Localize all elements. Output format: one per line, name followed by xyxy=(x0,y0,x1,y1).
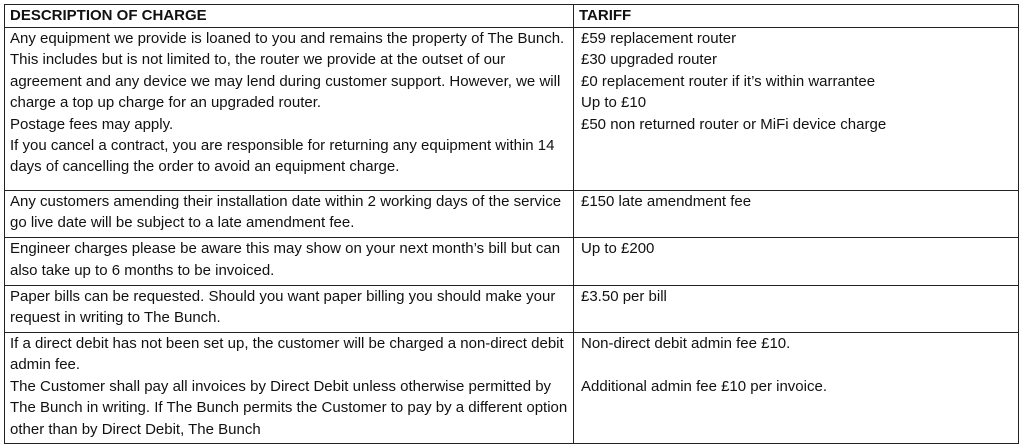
tariff-cell: Non-direct debit admin fee £10. Additional admin fee £10 per invoice. xyxy=(574,333,1019,444)
table-row xyxy=(5,285,1019,332)
description-cell: Paper bills can be requested. Should you want paper billing you should make your request in writing to The Bunch. xyxy=(5,285,574,332)
tariff-cell: £3.50 per bill xyxy=(574,285,1019,332)
description-header: DESCRIPTION OF CHARGE xyxy=(5,5,574,28)
description-cell: If a direct debit has not been set up, the customer will be charged a non-direct debit admin fee. The Customer shall pay all invoices by Direct Debit unless otherwise permitted by The Bunch in writing. If The Bunch permits the Customer to pay by a different option other than by Direct Debit, The Bunch xyxy=(5,333,574,444)
description-cell: Engineer charges please be aware this may show on your next month’s bill but can also take up to 6 months to be invoiced. xyxy=(5,238,574,285)
description-cell: Any customers amending their installation date within 2 working days of the service go live date will be subject to a late amendment fee. xyxy=(5,190,574,237)
tariff-cell: Up to £200 xyxy=(574,238,1019,285)
charges-table xyxy=(4,4,1019,444)
tariff-header: TARIFF xyxy=(574,5,1019,28)
table-row xyxy=(5,333,1019,444)
table-header-row xyxy=(5,5,1019,28)
table-row xyxy=(5,190,1019,237)
table-row xyxy=(5,28,1019,191)
table-row xyxy=(5,238,1019,285)
tariff-cell: £59 replacement router £30 upgraded router £0 replacement router if it’s within warrantee Up to £10 £50 non returned router or MiFi device charge xyxy=(574,28,1019,191)
description-cell: Any equipment we provide is loaned to you and remains the property of The Bunch. This includes but is not limited to, the router we provide at the outset of our agreement and any device we may lend during customer support. However, we will charge a top up charge for an upgraded router. Postage fees may apply. If you cancel a contract, you are responsible for returning any equipment within 14 days of cancelling the order to avoid an equipment charge. xyxy=(5,28,574,191)
tariff-cell: £150 late amendment fee xyxy=(574,190,1019,237)
